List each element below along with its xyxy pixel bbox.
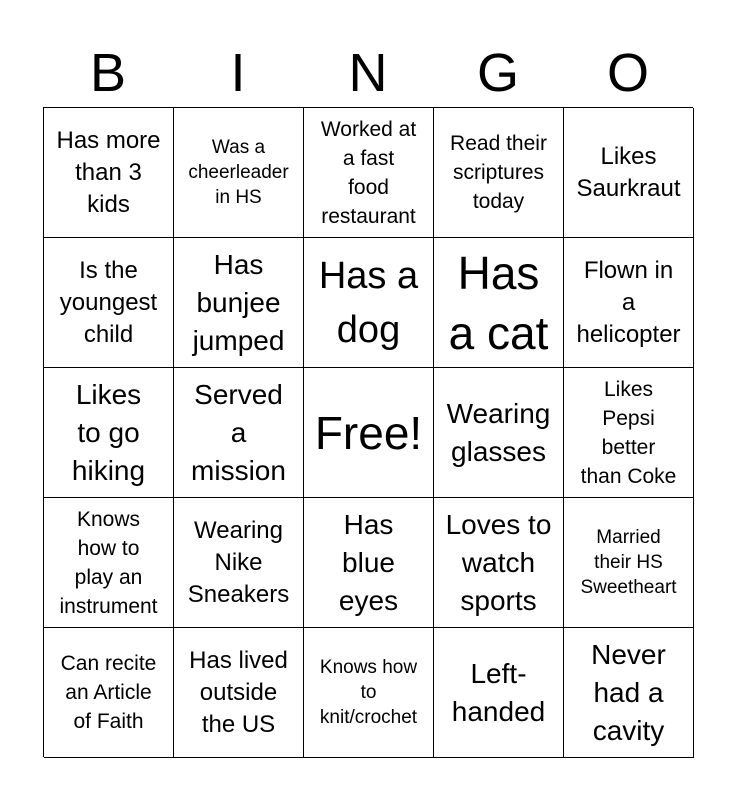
cell-text: Has a cat (448, 246, 549, 359)
cell-text: Is the youngest child (59, 256, 158, 348)
bingo-cell[interactable] (304, 108, 434, 238)
cell-text: Served a mission (191, 378, 286, 486)
bingo-cell[interactable] (304, 238, 434, 368)
cell-text: Never had a cavity (591, 638, 666, 746)
bingo-cell free-space[interactable] (304, 368, 434, 498)
bingo-header (43, 40, 693, 106)
bingo-cell[interactable] (174, 238, 304, 368)
bingo-cell[interactable] (304, 498, 434, 628)
cell-text: Married their HS Sweetheart (580, 527, 677, 598)
bingo-cell[interactable] (564, 368, 694, 498)
cell-text: Can recite an Article of Faith (60, 652, 157, 733)
header-letter-g: G (476, 43, 519, 103)
cell-text: Wearing glasses (446, 397, 551, 467)
bingo-cell[interactable] (304, 628, 434, 758)
cell-text: Has more than 3 kids (56, 126, 161, 218)
bingo-cell[interactable] (44, 628, 174, 758)
cell-text: Flown in a helicopter (576, 256, 681, 348)
bingo-board (43, 107, 693, 757)
header-letter-b: B (89, 43, 127, 103)
bingo-cell[interactable] (564, 498, 694, 628)
bingo-cell[interactable] (434, 238, 564, 368)
bingo-cell[interactable] (434, 108, 564, 238)
cell-text: Left- handed (451, 657, 546, 727)
cell-text: Likes Saurkraut (576, 142, 681, 202)
bingo-cell[interactable] (44, 108, 174, 238)
cell-text: Free! (314, 406, 423, 459)
cell-text: Loves to watch sports (445, 508, 552, 616)
header-letter-i: I (230, 43, 246, 103)
cell-text: Knows how to play an instrument (59, 507, 158, 618)
bingo-cell[interactable] (564, 628, 694, 758)
bingo-cell[interactable] (44, 498, 174, 628)
bingo-cell[interactable] (564, 108, 694, 238)
cell-text: Was a cheerleader in HS (188, 137, 289, 208)
cell-text: Wearing Nike Sneakers (187, 516, 290, 608)
header-letter-o: O (606, 43, 649, 103)
cell-text: Has lived outside the US (189, 646, 288, 738)
bingo-cell[interactable] (174, 108, 304, 238)
header-letter-n: N (348, 43, 388, 103)
cell-text: Worked at a fast food restaurant (320, 117, 417, 228)
bingo-cell[interactable] (434, 498, 564, 628)
bingo-cell[interactable] (44, 368, 174, 498)
cell-text: Knows how to knit/crochet (319, 657, 418, 728)
bingo-cell[interactable] (174, 368, 304, 498)
cell-text: Has bunjee jumped (192, 248, 285, 356)
bingo-cell[interactable] (174, 628, 304, 758)
cell-text: Read their scriptures today (450, 132, 547, 213)
bingo-cell[interactable] (564, 238, 694, 368)
bingo-cell[interactable] (434, 368, 564, 498)
bingo-cell[interactable] (434, 628, 564, 758)
cell-text: Likes Pepsi better than Coke (580, 377, 677, 488)
bingo-cell[interactable] (174, 498, 304, 628)
cell-text: Has blue eyes (338, 508, 399, 616)
bingo-cell[interactable] (44, 238, 174, 368)
cell-text: Likes to go hiking (71, 378, 146, 486)
cell-text: Has a dog (318, 254, 419, 351)
